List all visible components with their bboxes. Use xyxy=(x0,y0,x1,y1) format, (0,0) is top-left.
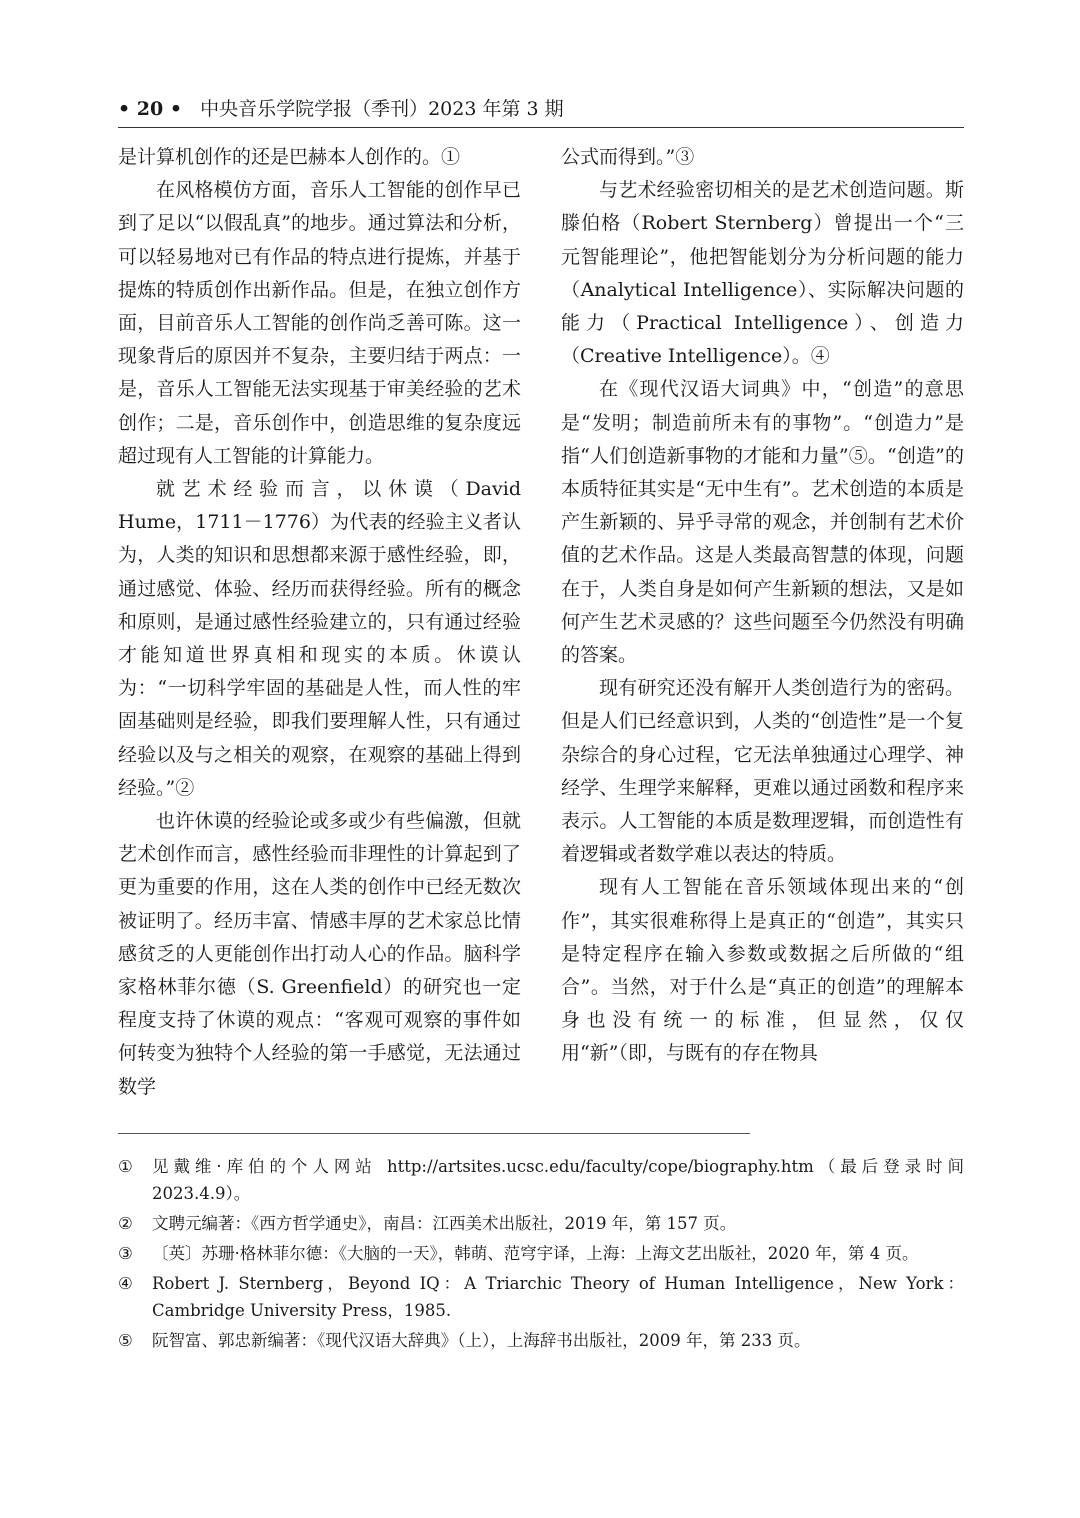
page-number: • 20 • xyxy=(118,98,182,120)
footnote-marker: ② xyxy=(118,1214,133,1233)
left-column xyxy=(118,141,521,1104)
footnote-text: 见戴维·库伯的个人网站 http://artsites.ucsc.edu/faculty/cope/biography.htm（最后登录时间 2023.4.9）。 xyxy=(152,1157,964,1203)
paragraph: 是计算机创作的还是巴赫本人创作的。① xyxy=(118,146,461,168)
footnote xyxy=(118,1270,964,1324)
paragraph: 也许休谟的经验论或多或少有些偏激，但就艺术创作而言，感性经验而非理性的计算起到了更为重要的作用，这在人类的创作中已经无数次被证明了。经历丰富、情感丰厚的艺术家总比情感贫乏的人更能创作出打动人心的作品。脑科学家格林菲尔德（S. Greenfield）的研究也一定程度支持了休谟的观点：“客观可观察的事件如何转变为独特个人经验的第一手感觉，无法通过数学 xyxy=(118,810,521,1098)
footnote xyxy=(118,1210,964,1237)
header-rule xyxy=(118,127,964,128)
footnote-marker: ④ xyxy=(118,1274,133,1293)
paragraph: 现有人工智能在音乐领域体现出来的“创作”，其实很难称得上是真正的“创造”，其实只是特定程序在输入参数或数据之后所做的“组合”。当然，对于什么是“真正的创造”的理解本身也没有统一的标准，但显然，仅仅用“新”（即，与既有的存在物具 xyxy=(561,876,964,1065)
footnote-rule xyxy=(118,1133,750,1134)
footnote-marker: ③ xyxy=(118,1244,133,1263)
footnote-text: Robert J. Sternberg，Beyond IQ：A Triarchic Theory of Human Intelligence，New York：Cambridge University Press，1985. xyxy=(152,1274,964,1320)
paragraph: 就艺术经验而言，以休谟（David Hume，1711－1776）为代表的经验主义者认为，人类的知识和思想都来源于感性经验，即，通过感觉、体验、经历而获得经验。所有的概念和原则，是通过感性经验建立的，只有通过经验才能知道世界真相和现实的本质。休谟认为：“一切科学牢固的基础是人性，而人性的牢固基础则是经验，即我们要理解人性，只有通过经验以及与之相关的观察，在观察的基础上得到经验。”② xyxy=(118,478,521,799)
right-column xyxy=(561,141,964,1071)
footnote xyxy=(118,1240,964,1267)
paragraph: 在《现代汉语大词典》中，“创造”的意思是“发明；制造前所未有的事物”。“创造力”是指“人们创造新事物的才能和力量”⑤。“创造”的本质特征其实是“无中生有”。艺术创造的本质是产生新颖的、异乎寻常的观念，并创制有艺术价值的艺术作品。这是人类最高智慧的体现，问题在于，人类自身是如何产生新颖的想法，又是如何产生艺术灵感的？这些问题至今仍然没有明确的答案。 xyxy=(561,378,964,667)
footnote-text: 〔英〕苏珊·格林菲尔德：《大脑的一天》，韩萌、范穹宇译，上海：上海文艺出版社，2020 年，第 4 页。 xyxy=(152,1244,919,1263)
footnote xyxy=(118,1153,964,1207)
footnote xyxy=(118,1327,964,1354)
paragraph: 与艺术经验密切相关的是艺术创造问题。斯滕伯格（Robert Sternberg）曾提出一个“三元智能理论”，他把智能划分为分析问题的能力（Analytical Intelligence）、实际解决问题的能力（Practical Intelligence）、创造力（Creative Intelligence）。④ xyxy=(561,179,964,368)
paragraph: 公式而得到。”③ xyxy=(561,146,695,168)
footnote-text: 文聘元编著：《西方哲学通史》，南昌：江西美术出版社，2019 年，第 157 页。 xyxy=(152,1214,737,1233)
footnote-text: 阮智富、郭忠新编著：《现代汉语大辞典》（上），上海辞书出版社，2009 年，第 233 页。 xyxy=(152,1331,811,1350)
footnote-marker: ① xyxy=(118,1157,133,1176)
journal-title: 中央音乐学院学报（季刊）2023 年第 3 期 xyxy=(200,98,564,120)
footnotes xyxy=(118,1153,964,1357)
footnote-marker: ⑤ xyxy=(118,1331,133,1350)
running-header xyxy=(118,94,964,121)
paragraph: 在风格模仿方面，音乐人工智能的创作早已到了足以“以假乱真”的地步。通过算法和分析，可以轻易地对已有作品的特点进行提炼，并基于提炼的特质创作出新作品。但是，在独立创作方面，目前音乐人工智能的创作尚乏善可陈。这一现象背后的原因并不复杂，主要归结于两点：一是，音乐人工智能无法实现基于审美经验的艺术创作；二是，音乐创作中，创造思维的复杂度远超过现有人工智能的计算能力。 xyxy=(118,179,521,467)
paragraph: 现有研究还没有解开人类创造行为的密码。但是人们已经意识到，人类的“创造性”是一个复杂综合的身心过程，它无法单独通过心理学、神经学、生理学来解释，更难以通过函数和程序来表示。人工智能的本质是数理逻辑，而创造性有着逻辑或者数学难以表达的特质。 xyxy=(561,677,964,866)
